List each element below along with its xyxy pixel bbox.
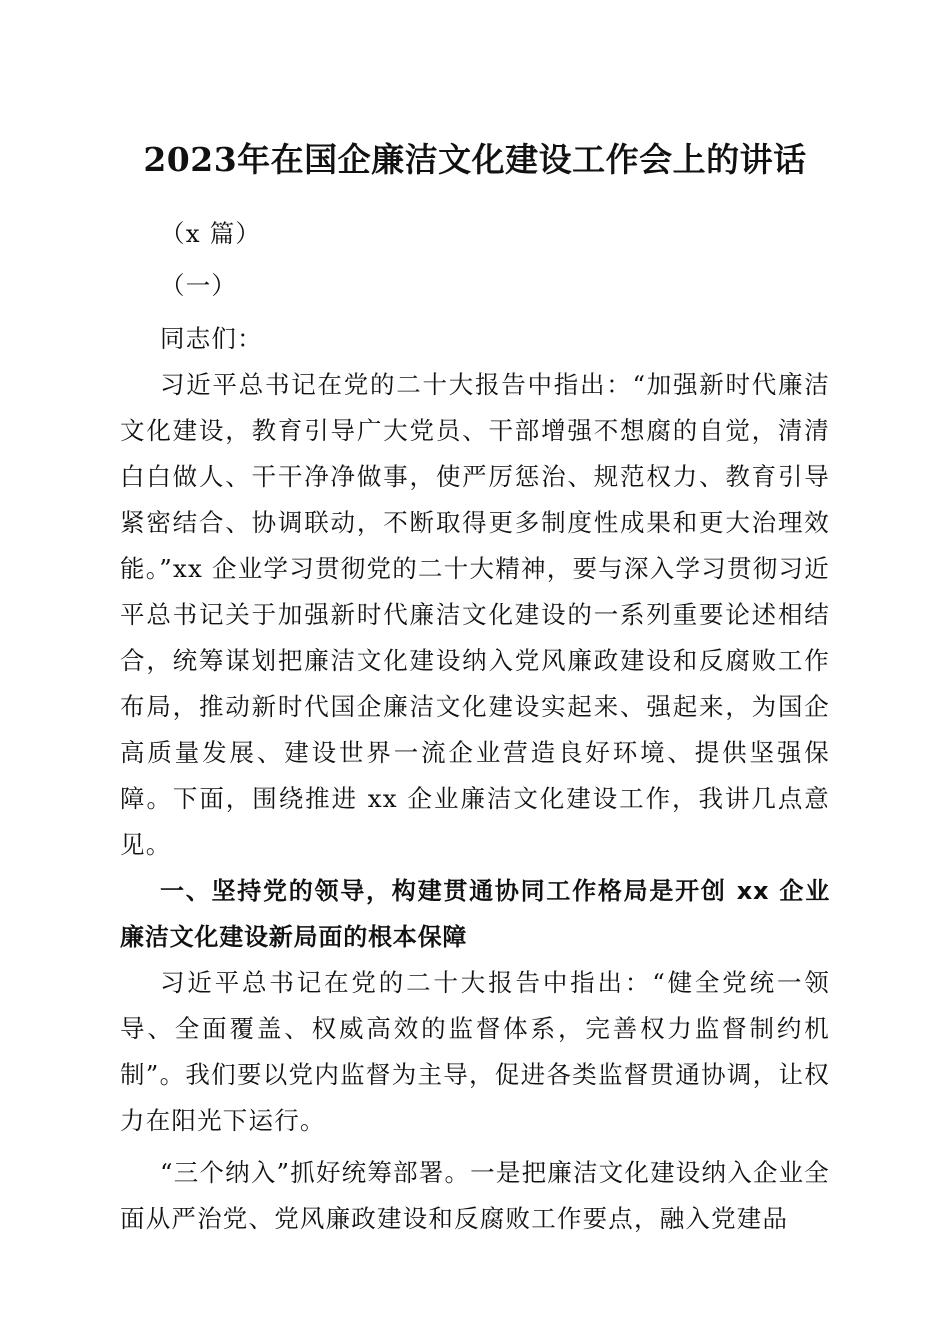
paragraph-2: 习近平总书记在党的二十大报告中指出：“健全党统一领导、全面覆盖、权威高效的监督体系，完善权力监督制约机制”。我们要以党内监督为主导，促进各类监督贯通协调，让权力在阳光下运行。: [120, 968, 830, 1135]
document-body: [120, 208, 830, 1242]
document-salutation: 同志们：: [160, 324, 263, 353]
paragraph-3: “三个纳入”抓好统筹部署。一是把廉洁文化建设纳入企业全面从严治党、党风廉政建设和反腐败工作要点，融入党建品: [120, 1158, 830, 1233]
document-title: 2023年在国企廉洁文化建设工作会上的讲话: [143, 140, 807, 179]
document-series-label: （x 篇）: [160, 219, 262, 248]
section-heading-1: 一、坚持党的领导，构建贯通协同工作格局是开创 xx 企业廉洁文化建设新局面的根本保障: [120, 877, 830, 951]
paragraph-1: 习近平总书记在党的二十大报告中指出：“加强新时代廉洁文化建设，教育引导广大党员、干部增强不想腐的自觉，清清白白做人、干干净净做事，使严厉惩治、规范权力、教育引导紧密结合、协调联动，不断取得更多制度性成果和更大治理效能。”xx 企业学习贯彻党的二十大精神，要与深入学习贯彻习近平总书记关于加强新时代廉洁文化建设的一系列重要论述相结合，统筹谋划把廉洁文化建设纳入党风廉政建设和反腐败工作布局，推动新时代国企廉洁文化建设实起来、强起来，为国企高质量发展、建设世界一流企业营造良好环境、提供坚强保障。下面，围绕推进 xx 企业廉洁文化建设工作，我讲几点意见。: [120, 370, 830, 859]
document-section-label: （一）: [160, 271, 238, 300]
